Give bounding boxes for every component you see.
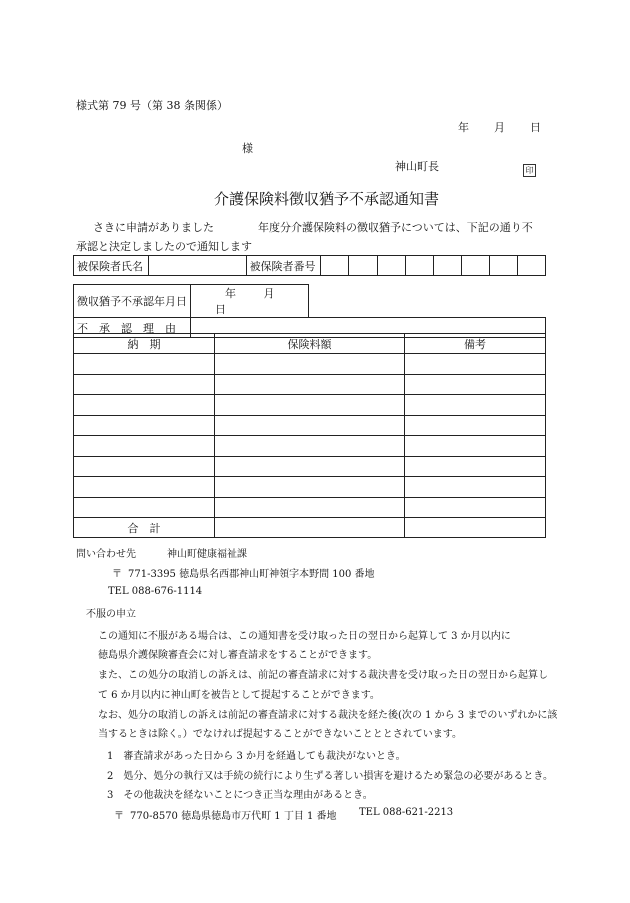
remarks-cell[interactable] — [405, 395, 546, 416]
appeal-line: 徳島県介護保険審査会に対し審査請求をすることができます。 — [98, 650, 378, 661]
insured-number-digit[interactable] — [405, 256, 433, 276]
table-row — [74, 436, 546, 457]
insured-number-digit[interactable] — [321, 256, 349, 276]
issuer-name: 神山町長 — [395, 160, 439, 173]
disapproval-table — [73, 284, 546, 338]
disapproval-reason-label: 不 承 認 理 由 — [74, 318, 191, 338]
table-row — [74, 395, 546, 416]
date-day: 日 — [530, 121, 541, 134]
appeal-line: また、この処分の取消しの訴えは、前記の審査請求に対する裁決書を受け取った日の翌日から起算し — [98, 670, 548, 681]
header-due-date: 納 期 — [74, 334, 215, 354]
table-row — [74, 374, 546, 395]
contact-department: 神山町健康福祉課 — [167, 549, 247, 560]
amount-cell[interactable] — [215, 477, 405, 498]
appeal-item: 3 その他裁決を経ないことにつき正当な理由があるとき。 — [107, 790, 373, 801]
amount-cell[interactable] — [215, 497, 405, 518]
due-cell[interactable] — [74, 374, 215, 395]
appeal-line: この通知に不服がある場合は、この通知書を受け取った日の翌日から起算して 3 か月以内に — [98, 631, 511, 642]
insured-number-digit[interactable] — [517, 256, 545, 276]
remarks-cell[interactable] — [405, 436, 546, 457]
appeal-heading: 不服の申立 — [86, 609, 136, 620]
due-cell[interactable] — [74, 477, 215, 498]
total-row — [74, 518, 546, 538]
remarks-cell[interactable] — [405, 456, 546, 477]
appeal-item: 1 審査請求があった日から 3 か月を経過しても裁決がないとき。 — [107, 751, 406, 762]
insured-table — [73, 255, 546, 276]
contact-label: 問い合わせ先 — [76, 549, 136, 560]
due-cell[interactable] — [74, 497, 215, 518]
remarks-cell[interactable] — [405, 477, 546, 498]
due-cell[interactable] — [74, 395, 215, 416]
total-label: 合 計 — [74, 518, 215, 538]
table-row — [74, 415, 546, 436]
amount-cell[interactable] — [215, 354, 405, 375]
table-row — [74, 477, 546, 498]
remarks-cell[interactable] — [405, 497, 546, 518]
due-cell[interactable] — [74, 456, 215, 477]
total-remarks-cell[interactable] — [405, 518, 546, 538]
appeal-line: 当するときは除く。）でなければ提起することができないことととされています。 — [98, 729, 462, 740]
seal-icon: 印 — [523, 164, 536, 177]
insured-number-digit[interactable] — [377, 256, 405, 276]
intro-line-1b: 年度分介護保険料の徴収猶予については、下記の通り不 — [258, 221, 533, 234]
due-cell[interactable] — [74, 415, 215, 436]
table-row — [74, 456, 546, 477]
table-row — [74, 354, 546, 375]
document-title: 介護保険料徴収猶予不承認通知書 — [214, 190, 440, 208]
intro-line-2: 承認と決定しましたので通知します — [76, 240, 252, 253]
insured-number-digit[interactable] — [461, 256, 489, 276]
date-month: 月 — [494, 121, 505, 134]
disapproval-month: 月 — [263, 287, 275, 300]
insured-name-label: 被保険者氏名 — [74, 256, 149, 276]
postal-icon: 〒 — [114, 811, 124, 822]
date-year: 年 — [458, 121, 469, 134]
footer-address: 770-8570 徳島県徳島市万代町 1 丁目 1 番地 — [130, 811, 337, 822]
total-amount-cell[interactable] — [215, 518, 405, 538]
contact-tel: TEL 088-676-1114 — [108, 586, 203, 597]
remarks-cell[interactable] — [405, 354, 546, 375]
payment-table — [73, 333, 546, 538]
form-number: 様式第 79 号（第 38 条関係） — [76, 99, 228, 112]
table-row — [74, 497, 546, 518]
amount-cell[interactable] — [215, 436, 405, 457]
insured-name-cell[interactable] — [148, 256, 246, 276]
amount-cell[interactable] — [215, 395, 405, 416]
blank-cell — [309, 285, 546, 318]
postal-icon: 〒 — [112, 569, 122, 580]
amount-cell[interactable] — [215, 456, 405, 477]
appeal-item: 2 処分、処分の執行又は手続の続行により生ずる著しい損害を避けるため緊急の必要があるとき。 — [107, 771, 553, 782]
remarks-cell[interactable] — [405, 415, 546, 436]
amount-cell[interactable] — [215, 415, 405, 436]
disapproval-date-cell[interactable] — [191, 285, 309, 318]
contact-address: 771-3395 徳島県名西郡神山町神領字本野間 100 番地 — [128, 569, 375, 580]
amount-cell[interactable] — [215, 374, 405, 395]
insured-number-digit[interactable] — [433, 256, 461, 276]
remarks-cell[interactable] — [405, 374, 546, 395]
due-cell[interactable] — [74, 354, 215, 375]
header-amount: 保険料額 — [215, 334, 405, 354]
disapproval-day: 日 — [215, 303, 226, 316]
intro-line-1a: さきに申請がありました — [93, 221, 214, 234]
disapproval-date-label: 徴収猶予不承認年月日 — [74, 285, 191, 318]
insured-number-digit[interactable] — [489, 256, 517, 276]
insured-number-label: 被保険者番号 — [246, 256, 321, 276]
appeal-line: なお、処分の取消しの訴えは前記の審査請求に対する裁決を経た後(次の 1 から 3 までのいずれかに該 — [98, 710, 558, 721]
addressee-suffix: 様 — [242, 142, 253, 155]
footer-tel: TEL 088-621-2213 — [359, 807, 454, 818]
due-cell[interactable] — [74, 436, 215, 457]
insured-number-digit[interactable] — [349, 256, 377, 276]
seal-mark — [523, 158, 536, 177]
header-remarks: 備考 — [405, 334, 546, 354]
disapproval-year: 年 — [225, 287, 236, 300]
appeal-line: て 6 か月以内に神山町を被告として提起することができます。 — [98, 690, 380, 701]
